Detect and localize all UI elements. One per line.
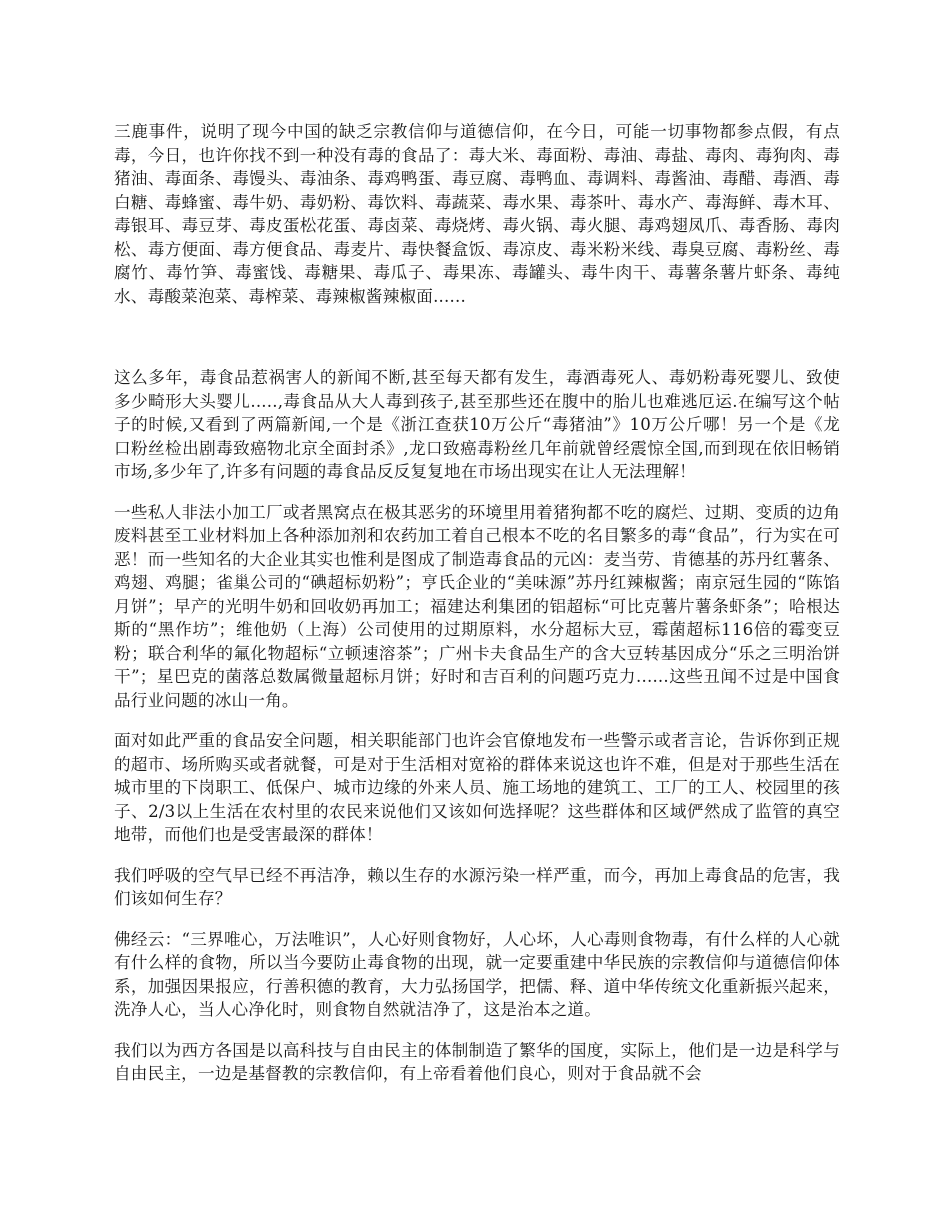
paragraph-western-countries: 我们以为西方各国是以高科技与自由民主的体制制造了繁华的国度，实际上，他们是一边是科学与自由民主，一边是基督教的宗教信仰，有上帝看着他们良心，则对于食品就不会: [114, 1040, 840, 1083]
paragraph-news-reports: 这么多年，毒食品惹祸害人的新闻不断,甚至每天都有发生，毒酒毒死人、毒奶粉毒死婴儿、致使多少畸形大头婴儿.....,毒食品从大人毒到孩子,甚至那些还在腹中的胎儿也难逃厄运.在编写这个帖子的时候,又看到了两篇新闻,一个是《浙江查获10万公斤“毒猪油”》10万公斤哪！另一个是《龙口粉丝检出剧毒致癌物北京全面封杀》,龙口致癌毒粉丝几年前就曾经震惊全国,而到现在依旧畅销市场,多少年了,许多有问题的毒食品反反复复地在市场出现实在让人无法理解！: [114, 368, 840, 481]
paragraph-buddhist-quote: 佛经云：“三界唯心，万法唯识”，人心好则食物好，人心坏，人心毒则食物毒，有什么样的人心就有什么样的食物，所以当今要防止毒食物的出现，就一定要重建中华民族的宗教信仰与道德信仰体系，加强因果报应，行善积德的教育，大力弘扬国学，把儒、释、道中华传统文化重新振兴起来，洗净人心，当人心净化时，则食物自然就洁净了，这是治本之道。: [114, 929, 840, 1019]
paragraph-survival-question: 我们呼吸的空气早已经不再洁净，赖以生存的水源污染一样严重，而今，再加上毒食品的危害，我们该如何生存？: [114, 865, 840, 908]
paragraph-toxic-food-list: 三鹿事件，说明了现今中国的缺乏宗教信仰与道德信仰，在今日，可能一切事物都参点假，有点毒，今日，也许你找不到一种没有毒的食品了：毒大米、毒面粉、毒油、毒盐、毒肉、毒狗肉、毒猪油、毒面条、毒馒头、毒油条、毒鸡鸭蛋、毒豆腐、毒鸭血、毒调料、毒酱油、毒醋、毒酒、毒白糖、毒蜂蜜、毒牛奶、毒奶粉、毒饮料、毒蔬菜、毒水果、毒茶叶、毒水产、毒海鲜、毒木耳、毒银耳、毒豆芽、毒皮蛋松花蛋、毒卤菜、毒烧烤、毒火锅、毒火腿、毒鸡翅凤爪、毒香肠、毒肉松、毒方便面、毒方便食品、毒麦片、毒快餐盒饭、毒凉皮、毒米粉米线、毒臭豆腐、毒粉丝、毒腐竹、毒竹笋、毒蜜饯、毒糖果、毒瓜子、毒果冻、毒罐头、毒牛肉干、毒薯条薯片虾条、毒纯水、毒酸菜泡菜、毒榨菜、毒辣椒酱辣椒面......: [114, 122, 840, 306]
paragraph-companies: 一些私人非法小加工厂或者黑窝点在极其恶劣的环境里用着猪狗都不吃的腐烂、过期、变质的边角废料甚至工业材料加上各种添加剂和农药加工着自己根本不吃的名目繁多的毒“食品”，行为实在可恶！而一些知名的大企业其实也惟利是图成了制造毒食品的元凶：麦当劳、肯德基的苏丹红薯条、鸡翅、鸡腿；雀巢公司的“碘超标奶粉”；亨氏企业的“美味源”苏丹红辣椒酱；南京冠生园的“陈馅月饼”；早产的光明牛奶和回收奶再加工；福建达利集团的铝超标“可比克薯片薯条虾条”；哈根达斯的“黑作坊”；维他奶（上海）公司使用的过期原料，水分超标大豆，霉菌超标116倍的霉变豆粉；联合利华的氟化物超标“立顿速溶茶”；广州卡夫食品生产的含大豆转基因成分“乐之三明治饼干”；星巴克的菌落总数属微量超标月饼；好时和吉百利的问题巧克力......这些丑闻不过是中国食品行业问题的冰山一角。: [114, 502, 840, 710]
paragraph-vulnerable-groups: 面对如此严重的食品安全问题，相关职能部门也许会官僚地发布一些警示或者言论，告诉你到正规的超市、场所购买或者就餐，可是对于生活相对宽裕的群体来说这也许不难，但是对于那些生活在城市里的下岗职工、低保户、城市边缘的外来人员、施工场地的建筑工、工厂的工人、校园里的孩子、2/3以上生活在农村里的农民来说他们又该如何选择呢？这些群体和区域俨然成了监管的真空地带，而他们也是受害最深的群体！: [114, 731, 840, 844]
document-page: [114, 120, 840, 1210]
